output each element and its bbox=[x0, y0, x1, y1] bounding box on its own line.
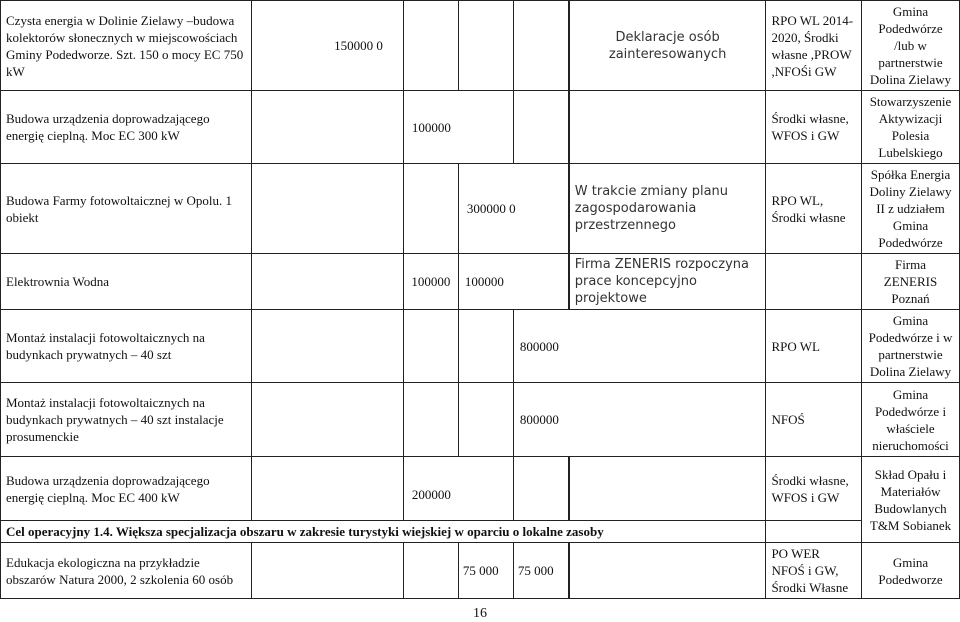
partner-cell: Gmina Podedwórze i właściele nieruchomości bbox=[862, 383, 960, 457]
amount-cell bbox=[403, 310, 458, 383]
amount-cell bbox=[513, 1, 568, 91]
task-cell: Czysta energia w Dolinie Zielawy –budowa kolektorów słonecznych w miejscowościach Gminy Podedworze. Szt. 150 o mocy EC 750 kW bbox=[1, 1, 252, 91]
status-cell bbox=[569, 457, 766, 521]
section-banner-row bbox=[1, 521, 960, 543]
amount-cell bbox=[513, 457, 568, 521]
table-row bbox=[1, 383, 960, 457]
funding-cell: RPO WL 2014-2020, Środki własne ,PROW ,NFOŚi GW bbox=[766, 1, 862, 91]
table-row bbox=[1, 1, 960, 91]
amount-cell bbox=[403, 543, 458, 599]
amount-cell: 150000 0 bbox=[252, 1, 404, 91]
funding-cell: Środki własne, WFOS i GW bbox=[766, 91, 862, 164]
partner-cell: Skład Opału i Materiałów Budowlanych T&M Sobianek bbox=[862, 457, 960, 543]
amount-cell bbox=[403, 1, 458, 91]
funding-cell: PO WER NFOŚ i GW, Środki Własne bbox=[766, 543, 862, 599]
partner-cell: Firma ZENERIS Poznań bbox=[862, 254, 960, 310]
funding-cell: NFOŚ bbox=[766, 383, 862, 457]
amount-cell: 75 000 bbox=[513, 543, 568, 599]
amount-cell bbox=[252, 383, 404, 457]
funding-cell: RPO WL, Środki własne bbox=[766, 164, 862, 254]
status-cell: Deklaracje osób zainteresowanych bbox=[569, 1, 766, 91]
amount-cell bbox=[252, 457, 404, 521]
amount-cell: 75 000 bbox=[458, 543, 513, 599]
amount-cell: 100000 bbox=[458, 254, 568, 310]
task-cell: Budowa Farmy fotowoltaicznej w Opolu. 1 obiekt bbox=[1, 164, 252, 254]
status-cell: W trakcie zmiany planu zagospodarowania przestrzennego bbox=[569, 164, 766, 254]
amount-cell: 100000 bbox=[403, 254, 458, 310]
task-cell: Elektrownia Wodna bbox=[1, 254, 252, 310]
section-banner: Cel operacyjny 1.4. Większa specjalizacja obszaru w zakresie turystyki wiejskiej w oparciu o lokalne zasoby bbox=[1, 521, 766, 543]
amount-cell bbox=[252, 543, 404, 599]
amount-cell bbox=[458, 1, 513, 91]
amount-cell bbox=[252, 254, 404, 310]
amount-cell bbox=[252, 310, 404, 383]
amount-cell bbox=[252, 164, 404, 254]
funding-cell bbox=[766, 521, 862, 543]
page-number: 16 bbox=[473, 606, 487, 621]
status-cell bbox=[569, 543, 766, 599]
task-cell: Montaż instalacji fotowoltaicznych na budynkach prywatnych – 40 szt instalacje prosumenckie bbox=[1, 383, 252, 457]
table-row bbox=[1, 457, 960, 521]
task-cell: Edukacja ekologiczna na przykładzie obszarów Natura 2000, 2 szkolenia 60 osób bbox=[1, 543, 252, 599]
amount-cell: 800000 bbox=[513, 383, 766, 457]
status-cell: Firma ZENERIS rozpoczyna prace koncepcyjno projektowe bbox=[569, 254, 766, 310]
amount-cell: 300000 0 bbox=[458, 164, 568, 254]
partner-cell: Stowarzyszenie Aktywizacji Polesia Lubelskiego bbox=[862, 91, 960, 164]
amount-cell: 100000 bbox=[403, 91, 513, 164]
funding-cell: RPO WL bbox=[766, 310, 862, 383]
amount-cell: 800000 bbox=[513, 310, 766, 383]
partner-cell: Gmina Podedwórze i w partnerstwie Dolina Zielawy bbox=[862, 310, 960, 383]
partner-cell: Spółka Energia Doliny Zielawy II z udziałem Gmina Podedwórze bbox=[862, 164, 960, 254]
task-cell: Budowa urządzenia doprowadzającego energię cieplną. Moc EC 300 kW bbox=[1, 91, 252, 164]
funding-cell bbox=[766, 254, 862, 310]
table-row bbox=[1, 310, 960, 383]
table-row bbox=[1, 91, 960, 164]
amount-cell bbox=[252, 91, 404, 164]
status-cell bbox=[569, 91, 766, 164]
task-cell: Montaż instalacji fotowoltaicznych na budynkach prywatnych – 40 szt bbox=[1, 310, 252, 383]
partner-cell: Gmina Podedwórze /lub w partnerstwie Dolina Zielawy bbox=[862, 1, 960, 91]
table-row bbox=[1, 543, 960, 599]
partner-cell: Gmina Podedworze bbox=[862, 543, 960, 599]
amount-cell bbox=[458, 310, 513, 383]
amount-cell bbox=[458, 383, 513, 457]
amount-cell: 200000 bbox=[403, 457, 513, 521]
amount-cell bbox=[403, 164, 458, 254]
table-row bbox=[1, 254, 960, 310]
amount-cell bbox=[403, 383, 458, 457]
amount-cell bbox=[513, 91, 568, 164]
table-row bbox=[1, 164, 960, 254]
task-cell: Budowa urządzenia doprowadzającego energię cieplną. Moc EC 400 kW bbox=[1, 457, 252, 521]
funding-cell: Środki własne, WFOS i GW bbox=[766, 457, 862, 521]
